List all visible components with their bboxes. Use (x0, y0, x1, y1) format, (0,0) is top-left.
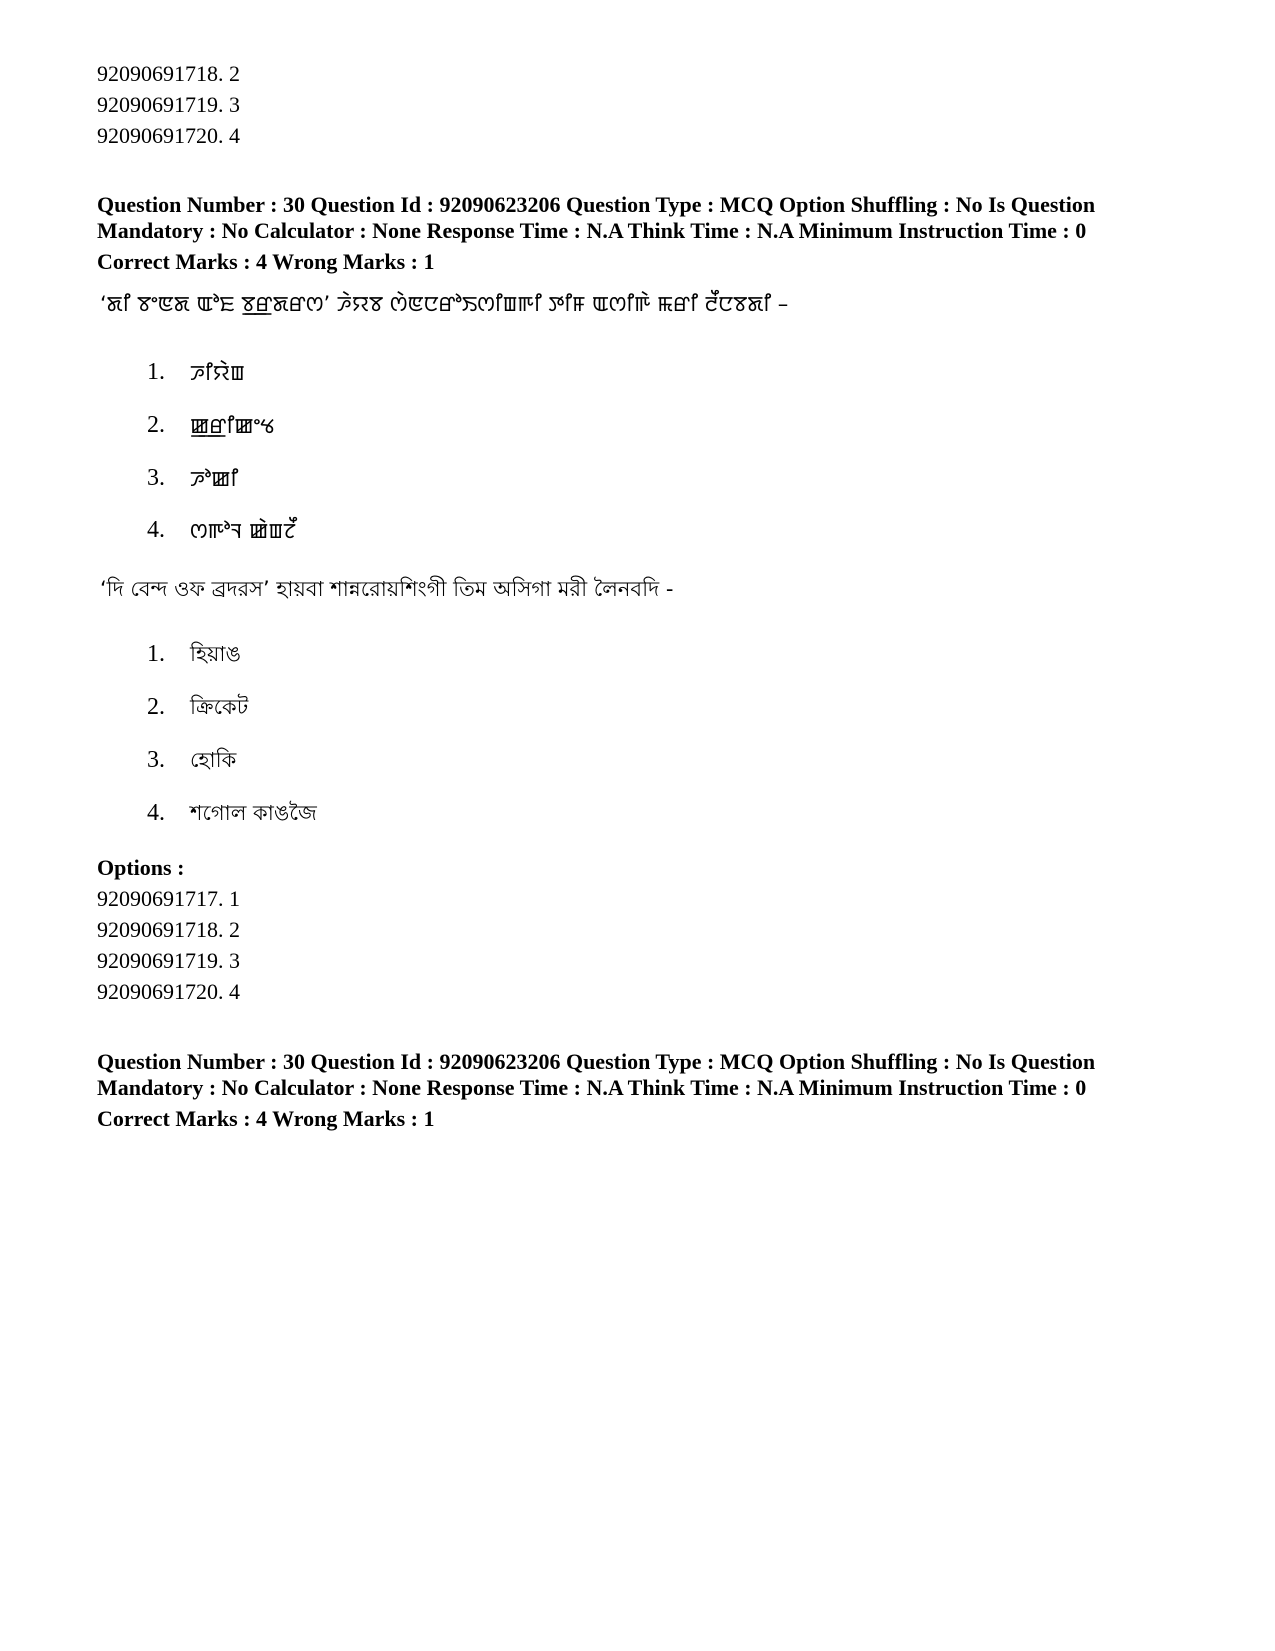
bengali-choice-4-text: শগোল কাঙজৈ (190, 801, 317, 825)
meetei-question-text: ‘ꯗꯤ ꯕꯦꯟꯗ ꯑꯣꯐ ꯕ꯭ꯔꯗꯔꯁ’ ꯍꯥꯌꯕ ꯁꯥꯟꯅꯔꯣꯏꯁꯤꯡꯒꯤ ꯇꯤꯝ ꯑꯁꯤꯒꯥ ꯃꯔꯤ ꯂꯩꯅꯕꯗꯤ – (100, 292, 789, 316)
question-2-marks-line: Correct Marks : 4 Wrong Marks : 1 (97, 1106, 435, 1131)
option-4: 92090691720. 4 (97, 979, 240, 1004)
question-2-header-line-2: Mandatory : No Calculator : None Response Time : N.A Think Time : N.A Minimum Instruction Time : 0 (97, 1075, 1087, 1100)
question-marks-line: Correct Marks : 4 Wrong Marks : 1 (97, 249, 435, 274)
meetei-choice-2-number: 2. (147, 412, 165, 438)
top-option-4: 92090691720. 4 (97, 123, 240, 148)
option-1: 92090691717. 1 (97, 886, 240, 911)
top-option-2: 92090691718. 2 (97, 61, 240, 86)
meetei-choice-2-text: ꯀ꯭ꯔꯤꯀꯦꯠ (190, 414, 275, 438)
question-header-line-2: Mandatory : No Calculator : None Response Time : N.A Think Time : N.A Minimum Instruction Time : 0 (97, 218, 1087, 243)
question-2-header-line-1: Question Number : 30 Question Id : 92090623206 Question Type : MCQ Option Shuffling : No Is Question (97, 1049, 1096, 1074)
meetei-choice-4-text: ꯁꯒꯣꯜ ꯀꯥꯡꯖꯩ (190, 519, 296, 543)
bengali-choice-4-number: 4. (147, 800, 165, 826)
option-2: 92090691718. 2 (97, 917, 240, 942)
bengali-choice-1-text: হিয়াঙ (190, 642, 241, 666)
meetei-choice-1-number: 1. (147, 359, 165, 385)
options-label: Options : (97, 855, 185, 880)
meetei-choice-3-number: 3. (147, 465, 165, 491)
bengali-choice-2-number: 2. (147, 694, 165, 720)
question-header-line-1: Question Number : 30 Question Id : 92090623206 Question Type : MCQ Option Shuffling : No Is Question (97, 192, 1096, 217)
bengali-choice-1-number: 1. (147, 641, 165, 667)
option-3: 92090691719. 3 (97, 948, 240, 973)
meetei-choice-4-number: 4. (147, 517, 165, 543)
bengali-choice-3-number: 3. (147, 747, 165, 773)
bengali-choice-2-text: ক্রিকেট (190, 695, 249, 719)
top-option-3: 92090691719. 3 (97, 92, 240, 117)
bengali-choice-3-text: হোকি (190, 748, 237, 772)
meetei-choice-3-text: ꯍꯣꯀꯤ (190, 467, 239, 491)
meetei-choice-1-text: ꯍꯤꯌꯥꯡ (190, 361, 245, 385)
bengali-question-text: ‘দি বেন্দ ওফ ব্রদরস’ হায়বা শান্নরোয়শিংগী তিম অসিগা মরী লৈনবদি - (100, 577, 674, 601)
